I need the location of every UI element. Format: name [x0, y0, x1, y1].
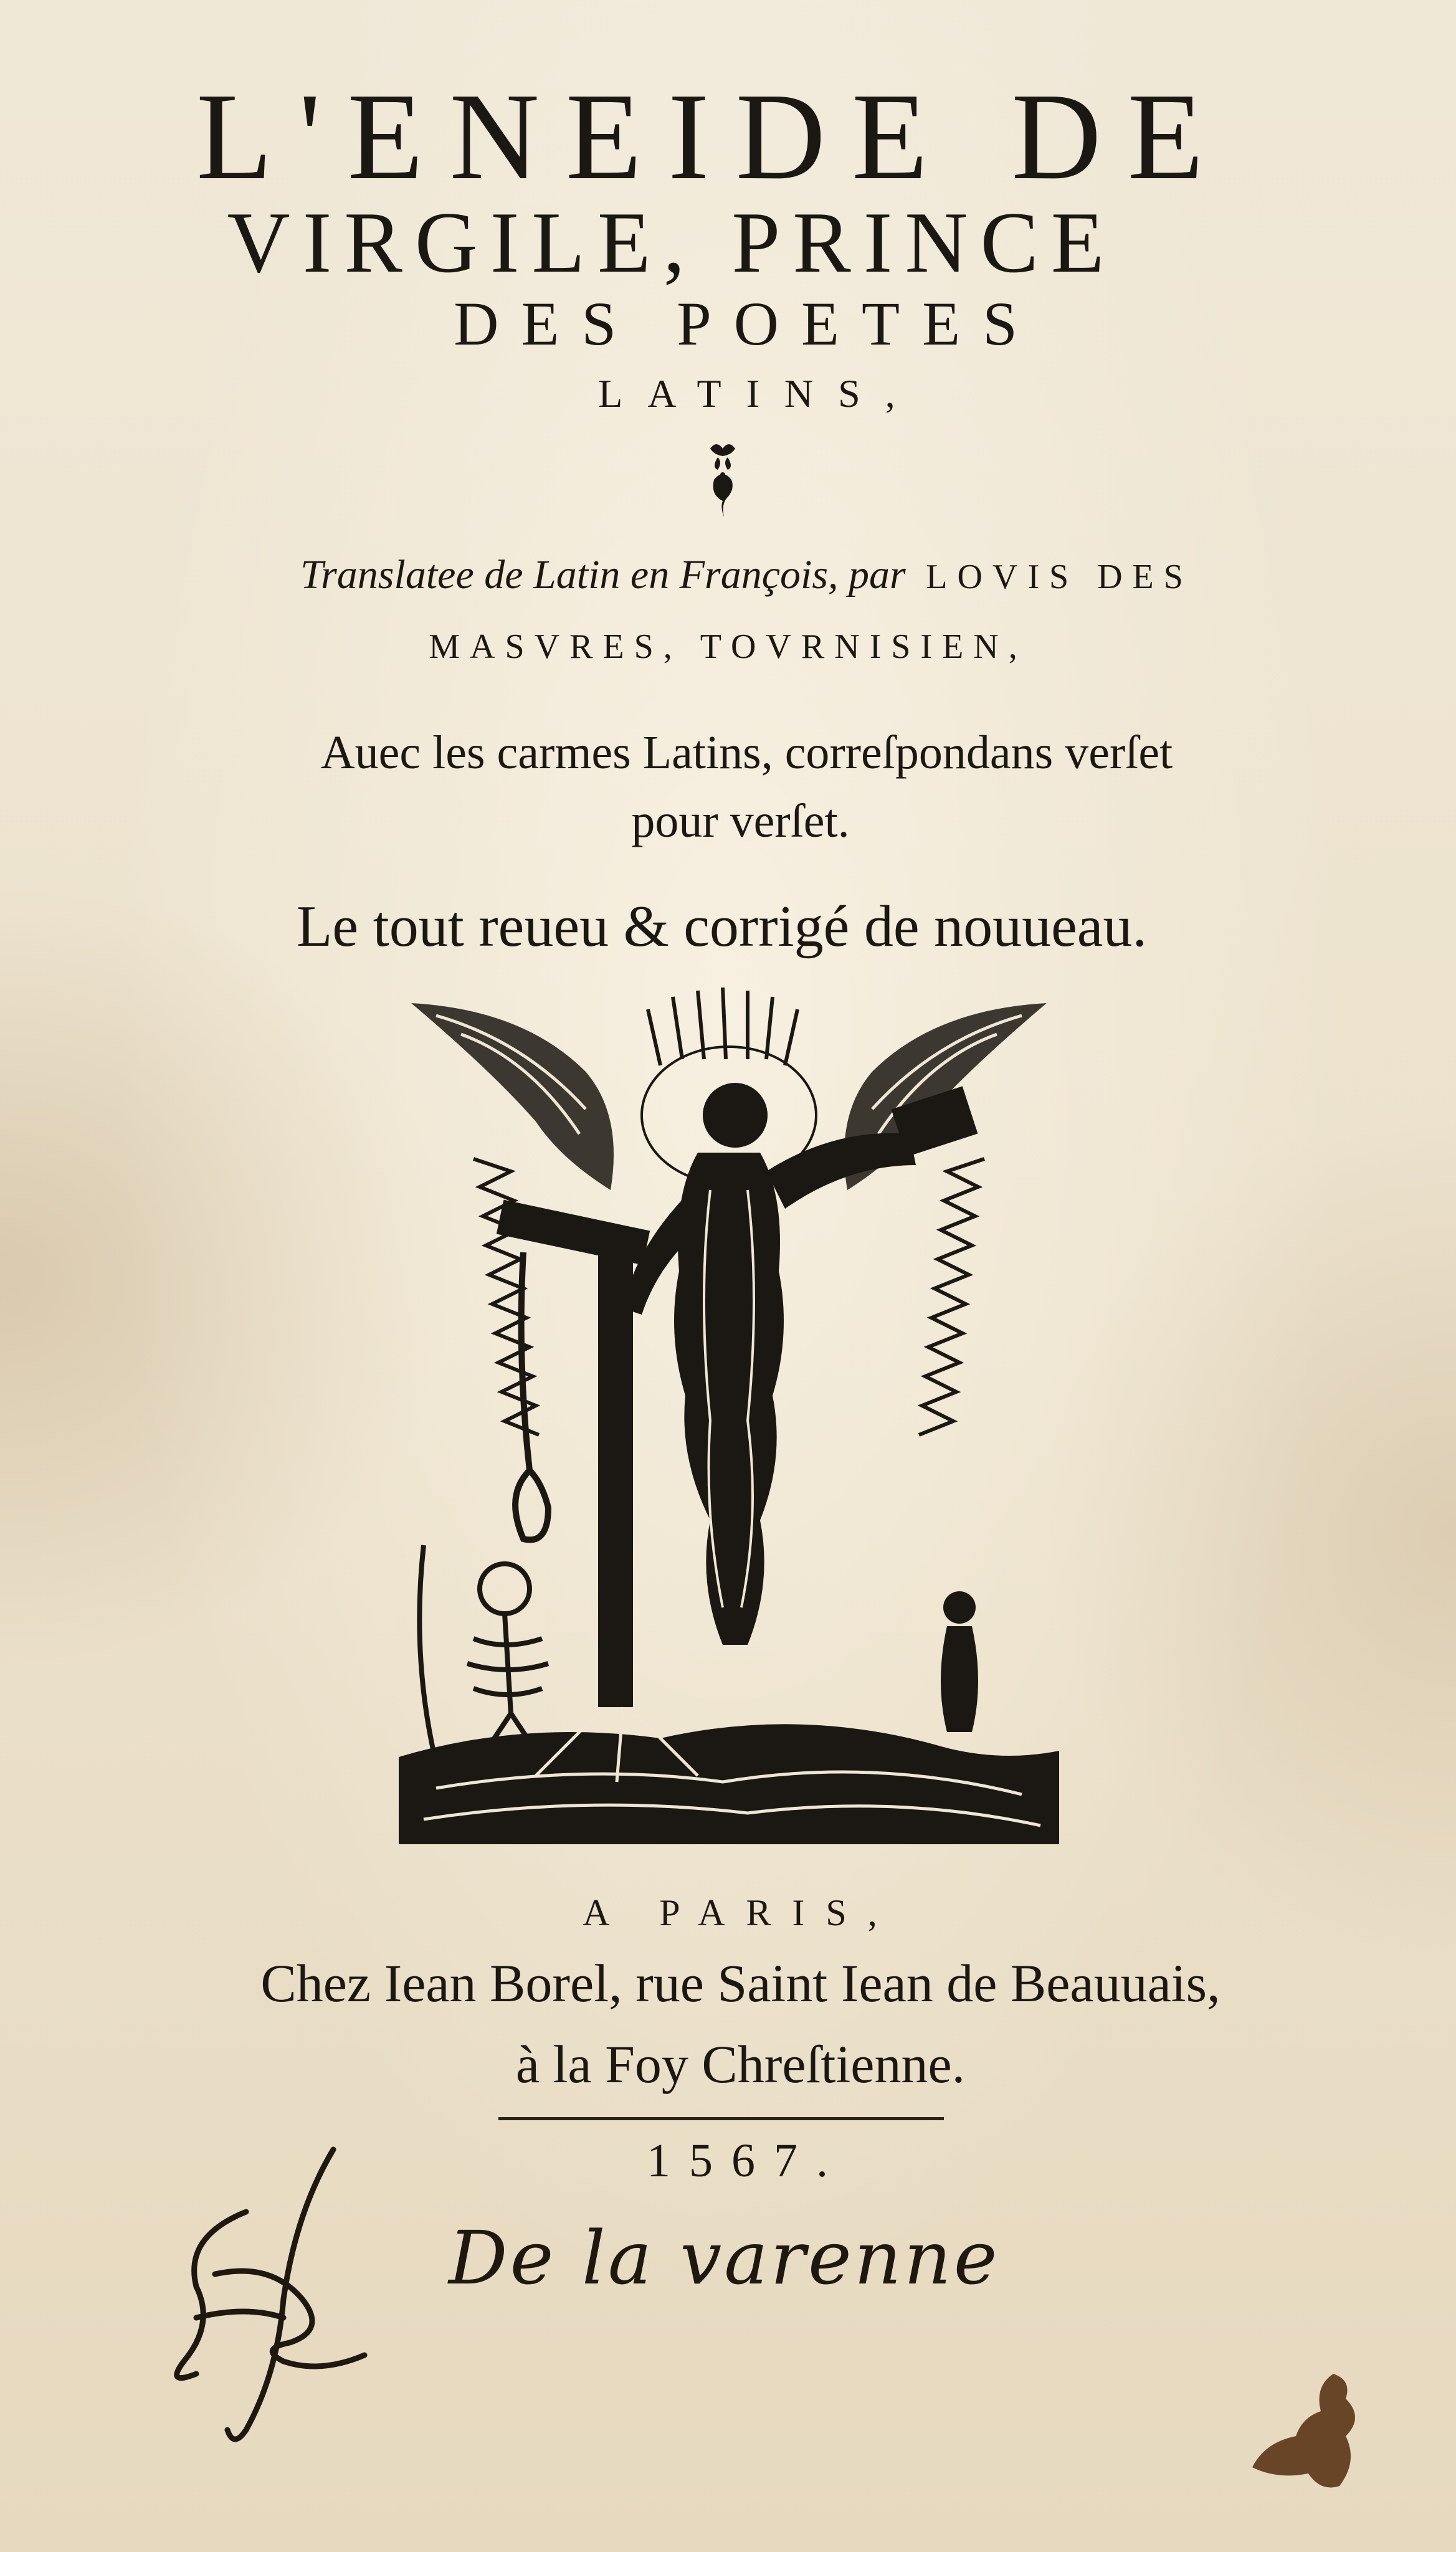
translation-note: Translatee de Latin en François, par	[300, 552, 906, 598]
imprint-sign: à la Foy Chreſtienne.	[515, 2034, 966, 2094]
translator-name: LOVIS DES	[926, 558, 1193, 596]
latin-verses-line-2: pour verſet.	[631, 795, 850, 847]
imprint-publisher: Chez Iean Borel, rue Saint Iean de Beauuais,	[260, 1953, 1220, 2013]
fleuron-ornament-icon	[692, 436, 754, 523]
ink-stain	[1240, 2361, 1377, 2511]
title-line-4: LATINS,	[598, 371, 920, 416]
translator-line	[19, 552, 1456, 598]
latin-verses-line-1: Auec les carmes Latins, correſpondans verſet	[320, 726, 1173, 779]
imprint-year: 1567.	[647, 2135, 847, 2187]
handwritten-signature: De la varenne	[449, 2215, 1000, 2301]
handwritten-paraph-icon	[159, 2137, 371, 2449]
revision-note: Le tout reueu & corrigé de nouueau.	[296, 894, 1148, 959]
title-line-2: VIRGILE, PRINCE	[227, 194, 1117, 291]
title-line-3: DES POETES	[454, 289, 1040, 358]
translator-origin: MASVRES, TOVRNISIEN,	[429, 627, 1027, 666]
woodcut-angel-illustration	[399, 984, 1059, 1844]
imprint-city: A PARIS,	[583, 1892, 898, 1933]
imprint-rule	[498, 2117, 944, 2120]
title-line-1: L'ENEIDE DE	[196, 68, 1230, 206]
